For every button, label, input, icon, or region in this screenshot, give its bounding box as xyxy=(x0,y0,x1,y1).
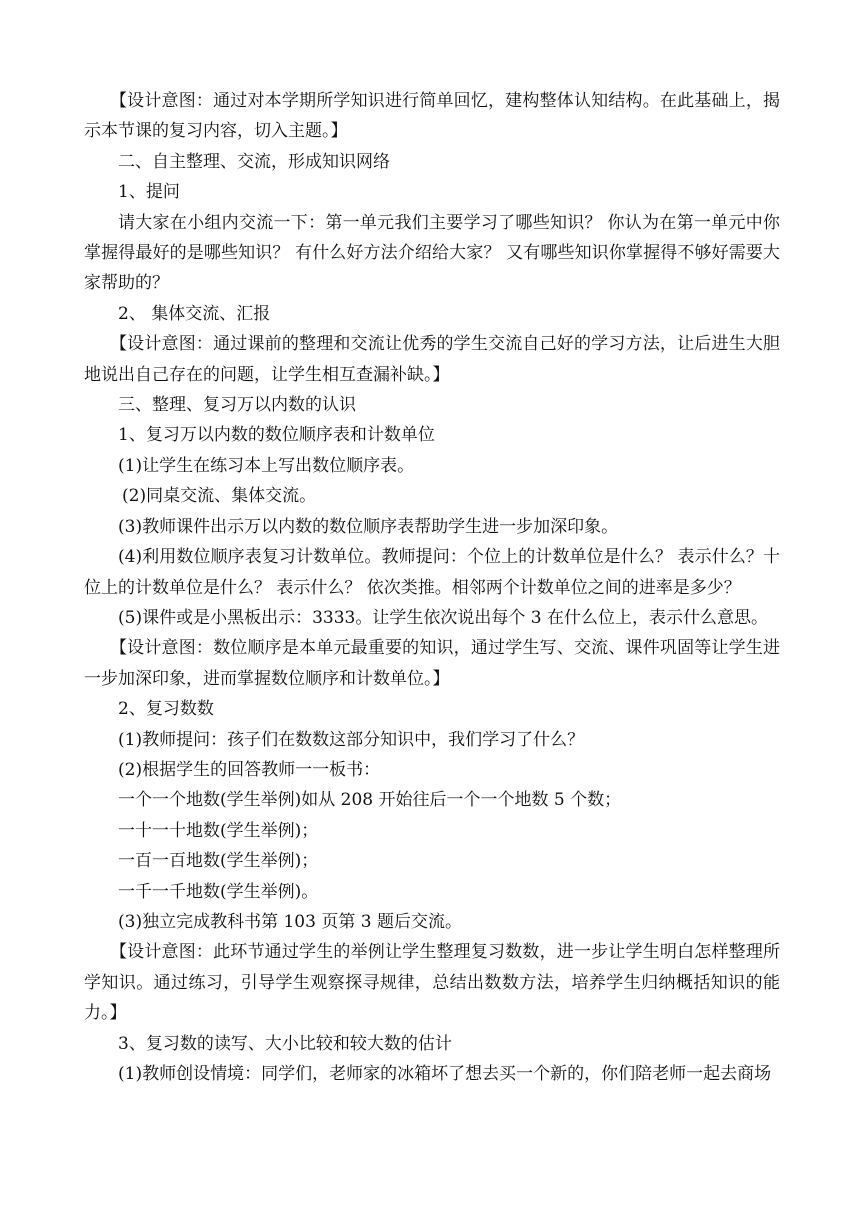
sub-item: (2)根据学生的回答教师一一板书： xyxy=(118,759,381,780)
step-heading: 3、复习数的读写、大小比较和较大数的估计 xyxy=(118,1033,452,1054)
design-intent-note: 【设计意图：通过对本学期所学知识进行简单回忆，建构整体认知结构。在此基础上，揭示本节课的复习内容，切入主题。】 xyxy=(84,91,780,142)
body-paragraph: 一个一个地数(学生举例)如从 208 开始往后一个一个地数 5 个数； xyxy=(118,790,622,811)
sub-item: (5)课件或是小黑板出示：3333。让学生依次说出每个 3 在什么位上，表示什么意思。 xyxy=(118,607,768,628)
step-heading: 2、复习数数 xyxy=(118,699,214,720)
sub-item: (1)教师创设情境：同学们，老师家的冰箱坏了想去买一个新的，你们陪老师一起去商场 xyxy=(118,1064,772,1084)
sub-item: (4)利用数位顺序表复习计数单位。教师提问：个位上的计数单位是什么？ 表示什么？十位上的计数单位是什么？ 表示什么？ 依次类推。相邻两个计数单位之间的进率是多少？ xyxy=(84,547,780,598)
body-paragraph: 一百一百地数(学生举例)； xyxy=(118,851,319,872)
design-intent-note: 【设计意图：此环节通过学生的举例让学生整理复习数数，进一步让学生明白怎样整理所学知识。通过练习，引导学生观察探寻规律，总结出数数方法，培养学生归纳概括知识的能力。】 xyxy=(84,942,780,1024)
design-intent-note: 【设计意图：通过课前的整理和交流让优秀的学生交流自己好的学习方法，让后进生大胆地说出自己存在的问题，让学生相互查漏补缺。】 xyxy=(84,334,780,385)
document-body xyxy=(84,86,780,1089)
sub-item: (1)教师提问：孩子们在数数这部分知识中，我们学习了什么？ xyxy=(118,729,585,750)
design-intent-note: 【设计意图：数位顺序是本单元最重要的知识，通过学生写、交流、课件巩固等让学生进一步加深印象，进而掌握数位顺序和计数单位。】 xyxy=(84,638,780,689)
step-heading: 2、 集体交流、汇报 xyxy=(118,303,271,324)
body-paragraph: 一十一十地数(学生举例)； xyxy=(118,820,319,841)
section-heading: 三、整理、复习万以内数的认识 xyxy=(118,395,356,416)
body-paragraph: 一千一千地数(学生举例)。 xyxy=(118,881,319,902)
sub-item: (3)教师课件出示万以内数的数位顺序表帮助学生进一步加深印象。 xyxy=(118,516,619,537)
sub-item: (2)同桌交流、集体交流。 xyxy=(122,486,317,507)
step-heading: 1、提问 xyxy=(118,182,180,203)
sub-item: (3)独立完成教科书第 103 页第 3 题后交流。 xyxy=(118,911,462,932)
sub-item: (1)让学生在练习本上写出数位顺序表。 xyxy=(118,455,415,476)
body-paragraph: 请大家在小组内交流一下：第一单元我们主要学习了哪些知识？ 你认为在第一单元中你掌握得最好的是哪些知识？ 有什么好方法介绍给大家？ 又有哪些知识你掌握得不够好需要大家帮助的？ xyxy=(84,212,780,294)
step-heading: 1、复习万以内数的数位顺序表和计数单位 xyxy=(118,425,435,446)
section-heading: 二、自主整理、交流，形成知识网络 xyxy=(118,151,390,172)
